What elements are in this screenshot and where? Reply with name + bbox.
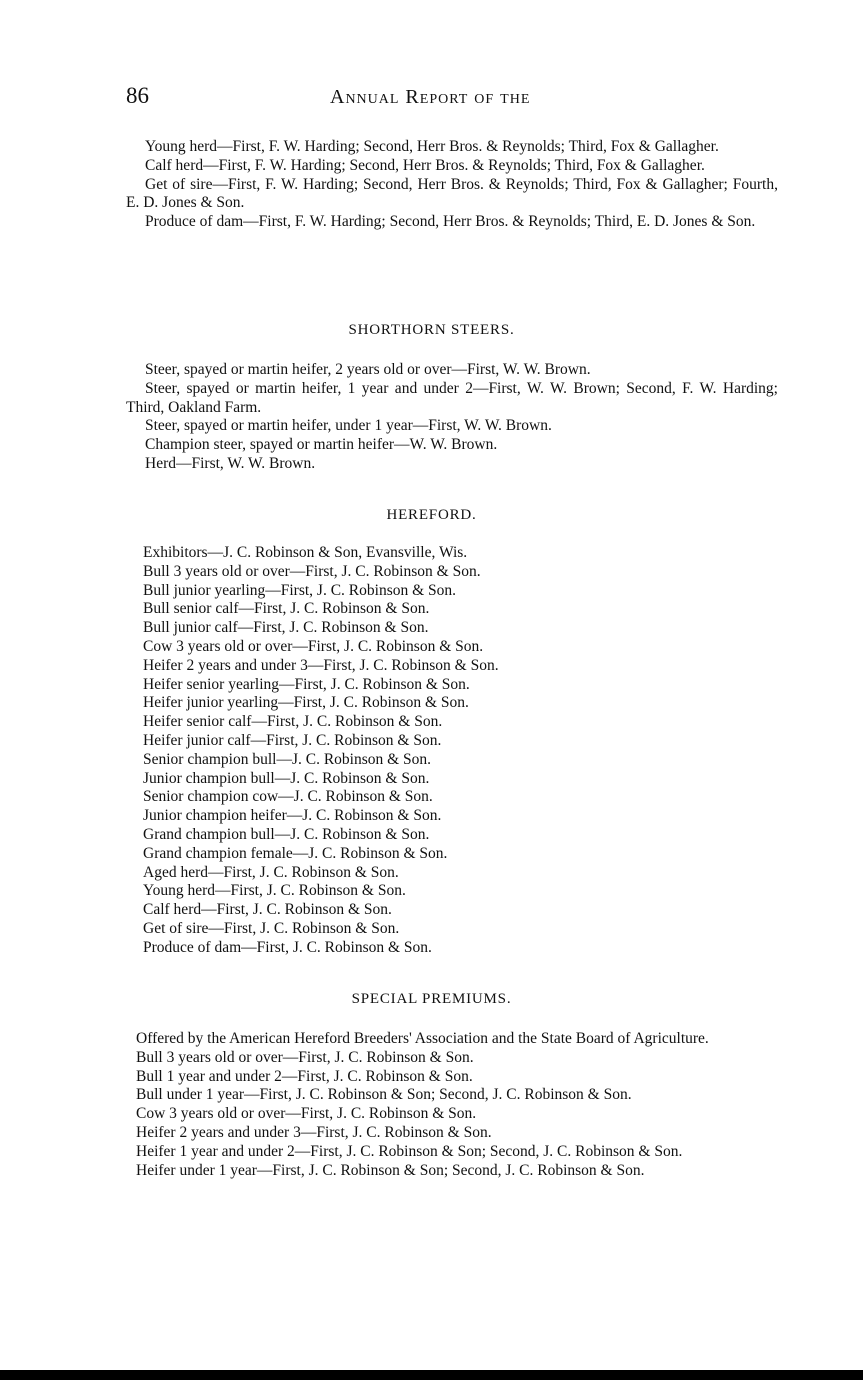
award-entry: Get of sire—First, J. C. Robinson & Son. — [143, 919, 400, 937]
award-entry: Junior champion bull—J. C. Robinson & Son. — [143, 769, 430, 787]
award-entry: Young herd—First, J. C. Robinson & Son. — [143, 882, 406, 900]
award-entry: Heifer 2 years and under 3—First, J. C. Robinson & Son. — [143, 656, 499, 674]
award-entry: Bull senior calf—First, J. C. Robinson & Son. — [143, 600, 430, 618]
award-entry: Steer, spayed or martin heifer, under 1 year—First, W. W. Brown. — [145, 417, 552, 435]
award-entry: Grand champion female—J. C. Robinson & Son. — [143, 844, 448, 862]
award-entry: Heifer junior calf—First, J. C. Robinson & Son. — [143, 731, 442, 749]
award-entry: Bull 1 year and under 2—First, J. C. Robinson & Son. — [136, 1067, 473, 1085]
award-entry: Offered by the American Hereford Breeders' Association and the State Board of Agriculture. — [136, 1030, 709, 1047]
award-entry: Champion steer, spayed or martin heifer—W. W. Brown. — [145, 436, 498, 454]
running-title: Annual Report of the — [330, 86, 531, 108]
award-entry: Cow 3 years old or over—First, J. C. Robinson & Son. — [136, 1105, 477, 1123]
award-entry: Heifer 2 years and under 3—First, J. C. Robinson & Son. — [136, 1123, 492, 1141]
award-entry: Aged herd—First, J. C. Robinson & Son. — [143, 863, 399, 881]
award-entry: Heifer senior calf—First, J. C. Robinson & Son. — [143, 713, 443, 731]
award-entry: Heifer junior yearling—First, J. C. Robinson & Son. — [143, 694, 469, 712]
award-entry: Exhibitors—J. C. Robinson & Son, Evansville, Wis. — [143, 544, 468, 561]
award-entry: Produce of dam—First, J. C. Robinson & Son. — [143, 938, 432, 956]
award-entry: Senior champion cow—J. C. Robinson & Son. — [143, 788, 433, 806]
award-entry: Bull 3 years old or over—First, J. C. Robinson & Son. — [143, 562, 481, 580]
section-heading-special-premiums: SPECIAL PREMIUMS. — [351, 991, 512, 1007]
award-entry: Heifer under 1 year—First, J. C. Robinson & Son; Second, J. C. Robinson & Son. — [136, 1161, 645, 1179]
award-entry: Bull 3 years old or over—First, J. C. Robinson & Son. — [136, 1048, 474, 1066]
award-entry: Bull under 1 year—First, J. C. Robinson & Son; Second, J. C. Robinson & Son. — [136, 1086, 632, 1104]
section-heading-shorthorn-steers: SHORTHORN STEERS. — [348, 322, 515, 338]
award-paragraph: Calf herd—First, F. W. Harding; Second, Herr Bros. & Reynolds; Third, Fox & Gallagher. — [145, 156, 705, 174]
award-entry: Senior champion bull—J. C. Robinson & Son. — [143, 750, 432, 768]
award-entry: Steer, spayed or martin heifer, 1 year and under 2—First, W. W. Brown; Second, F. W. Harding; Third, Oakland Farm. — [126, 379, 778, 416]
page-number: 86 — [126, 83, 149, 108]
award-paragraph: Young herd—First, F. W. Harding; Second, Herr Bros. & Reynolds; Third, Fox & Gallagher. — [145, 138, 719, 155]
award-entry: Heifer senior yearling—First, J. C. Robinson & Son. — [143, 675, 470, 693]
page-header — [0, 83, 863, 111]
opening-section — [126, 138, 778, 232]
section-heading-hereford: HEREFORD. — [386, 507, 477, 523]
award-entry: Calf herd—First, J. C. Robinson & Son. — [143, 901, 392, 919]
award-paragraph: Produce of dam—First, F. W. Harding; Second, Herr Bros. & Reynolds; Third, E. D. Jones & Son. — [145, 213, 756, 231]
award-entry: Herd—First, W. W. Brown. — [145, 454, 316, 472]
award-entry: Cow 3 years old or over—First, J. C. Robinson & Son. — [143, 637, 484, 655]
award-entry: Heifer 1 year and under 2—First, J. C. Robinson & Son; Second, J. C. Robinson & Son. — [136, 1142, 683, 1160]
award-paragraph: Get of sire—First, F. W. Harding; Second, Herr Bros. & Reynolds; Third, Fox & Gallagher; Fourth, E. D. Jones & Son. — [126, 175, 778, 212]
shorthorn-steers-list — [126, 361, 778, 474]
scan-edge-bar — [0, 1370, 863, 1380]
award-entry: Steer, spayed or martin heifer, 2 years old or over—First, W. W. Brown. — [145, 361, 591, 378]
award-entry: Bull junior calf—First, J. C. Robinson & Son. — [143, 619, 429, 637]
award-entry: Bull junior yearling—First, J. C. Robinson & Son. — [143, 581, 457, 599]
award-entry: Junior champion heifer—J. C. Robinson & Son. — [143, 807, 442, 825]
award-entry: Grand champion bull—J. C. Robinson & Son. — [143, 825, 430, 843]
hereford-list — [126, 544, 778, 958]
special-premiums-list — [117, 1030, 770, 1180]
